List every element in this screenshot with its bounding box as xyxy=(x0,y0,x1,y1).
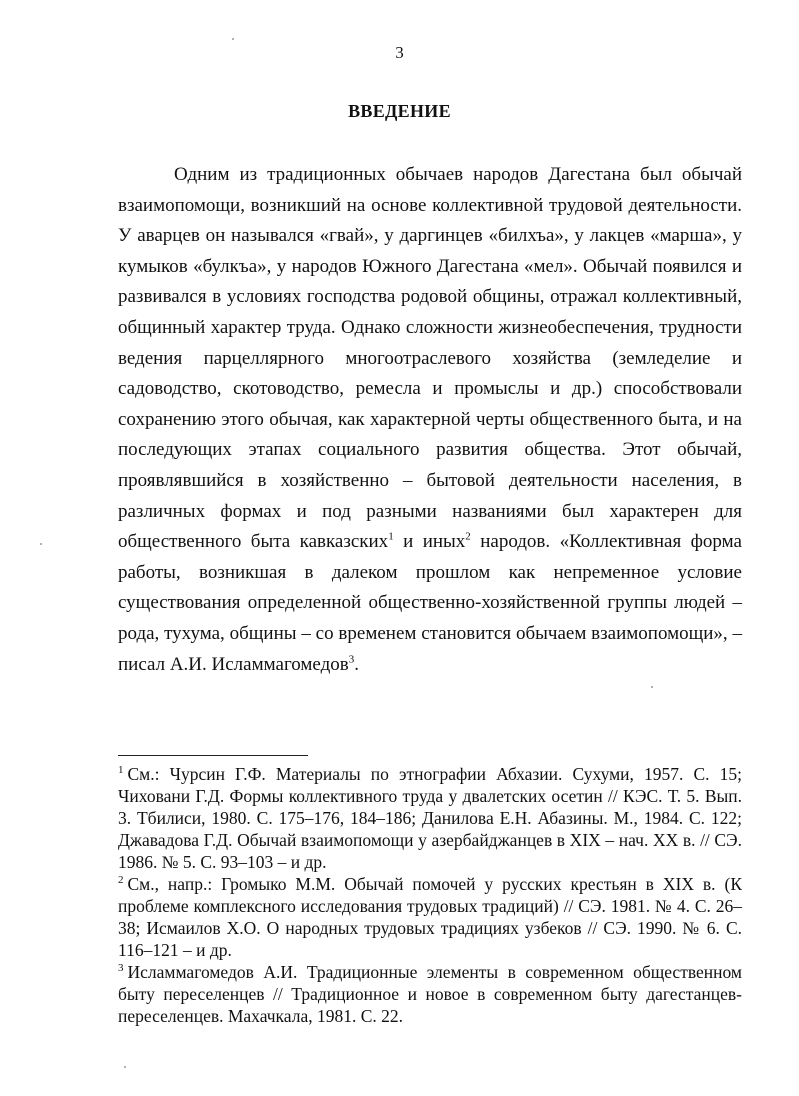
body-text-part-2: и иных xyxy=(393,531,466,553)
footnote-marker-2: 2 xyxy=(118,874,124,887)
footnote-ref-3: 3 xyxy=(348,653,355,666)
body-text-part-1: Одним из традиционных обычаев народов Дагестана был обычай взаимопомощи, возникший на основе коллективной трудовой деятельности. У аварцев он назывался «гвай», у даргинцев «билхъа», у лакцев «марша», у кумыков «булкъа», у народов Южного Дагестана «мел». Обычай появился и развивался в условиях господства родовой общины, отражал коллективный, общинный характер труда. Однако сложности жизнеобеспечения, трудности ведения парцеллярного многоотраслевого хозяйства (земледелие и садоводство, скотоводство, ремесла и промыслы и др.) способствовали сохранению этого обычая, как характерной черты общественного быта, и на последующих этапах социального развития общества. Этот обычай, проявлявшийся в хозяйственно – бытовой деятельности населения, в различных формах и под разными названиями был характерен для общественного быта кавказских xyxy=(118,164,742,553)
scan-speck xyxy=(124,1066,126,1068)
footnote-2 xyxy=(118,873,742,961)
body-paragraph xyxy=(118,160,742,680)
footnote-text-2: См., напр.: Громыко М.М. Обычай помочей у русских крестьян в XIX в. (К проблеме комплексного исследования трудовых традиций) // СЭ. 1981. № 4. С. 26–38; Исмаилов Х.О. О народных трудовых традициях узбеков // СЭ. 1990. № 6. С. 116–121 – и др. xyxy=(118,874,742,960)
body-text-part-4: . xyxy=(354,653,359,675)
body-text-part-3: народов. «Коллективная форма работы, возникшая в далеком прошлом как непременное условие существования определенной общественно-хозяйственной группы людей – рода, тухума, общины – со временем становится обычаем взаимопомощи», – писал А.И. Исламмагомедов xyxy=(118,531,742,675)
footnote-ref-1: 1 xyxy=(388,530,394,543)
footnote-marker-3: 3 xyxy=(118,962,124,975)
section-heading: ВВЕДЕНИЕ xyxy=(348,101,451,121)
page-number: 3 xyxy=(395,43,404,62)
scan-speck xyxy=(232,38,234,40)
footnote-3 xyxy=(118,961,742,1027)
footnote-separator xyxy=(118,755,308,756)
footnote-text-3: Исламмагомедов А.И. Традиционные элементы в современном общественном быту переселенцев // Традиционное и новое в современном быту дагестанцев-переселенцев. Махачкала, 1981. С. 22. xyxy=(118,962,742,1026)
footnotes xyxy=(118,763,742,1027)
footnote-ref-2: 2 xyxy=(465,530,471,543)
scan-speck xyxy=(651,686,653,688)
footnote-marker-1: 1 xyxy=(118,764,124,777)
scan-speck xyxy=(40,543,42,545)
footnote-1 xyxy=(118,763,742,873)
footnote-text-1: См.: Чурсин Г.Ф. Материалы по этнографии Абхазии. Сухуми, 1957. С. 15; Чиховани Г.Д. Формы коллективного труда у двалетских осетин // КЭС. Т. 5. Вып. 3. Тбилиси, 1980. С. 175–176, 184–186; Данилова Е.Н. Абазины. М., 1984. С. 122; Джавадова Г.Д. Обычай взаимопомощи у азербайджанцев в XIX – нач. XX в. // СЭ. 1986. № 5. С. 93–103 – и др. xyxy=(118,764,742,872)
